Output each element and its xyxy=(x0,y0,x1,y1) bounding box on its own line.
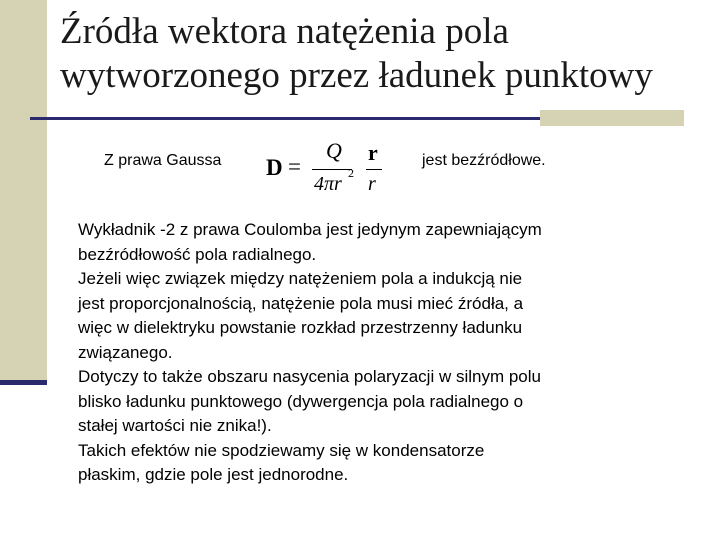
body-line: stałej wartości nie znika!). xyxy=(78,416,272,435)
body-line: płaskim, gdzie pole jest jednorodne. xyxy=(78,465,349,484)
gauss-law-label: Z prawa Gaussa xyxy=(104,152,222,169)
body-line: Dotyczy to także obszaru nasycenia polaryzacji w silnym polu xyxy=(78,367,541,386)
slide-title-line-1: Źródła wektora natężenia pola xyxy=(60,11,509,52)
formula-exponent: 2 xyxy=(348,166,354,180)
body-line: bezźródłowość pola radialnego. xyxy=(78,244,317,264)
gauss-formula xyxy=(266,138,396,198)
formula-vector-r: r xyxy=(368,140,378,165)
left-bar-stripe xyxy=(0,380,47,385)
body-line: jest proporcjonalnością, natężenie pola musi mieć źródła, a xyxy=(78,293,524,313)
body-line: Wykładnik -2 z prawa Coulomba jest jedynym zapewniającym xyxy=(78,220,542,239)
body-line: Takich efektów nie spodziewamy się w kondensatorze xyxy=(78,440,485,460)
formula-scalar-r: r xyxy=(368,173,376,195)
left-decorative-bar xyxy=(0,0,47,380)
slide-title xyxy=(60,10,710,98)
source-free-label: jest bezźródłowe. xyxy=(422,152,546,169)
slide-title-line-2: wytworzonego przez ładunek punktowy xyxy=(60,55,653,96)
body-paragraph xyxy=(78,218,698,488)
formula-fraction-bar-2 xyxy=(366,169,382,170)
body-line: związanego. xyxy=(78,342,173,362)
formula-denominator: 4πr xyxy=(314,173,342,195)
formula-fraction-bar-1 xyxy=(312,169,352,170)
body-line: blisko ładunku punktowego (dywergencja pola radialnego o xyxy=(78,391,524,411)
formula-lhs: D xyxy=(266,155,283,180)
formula-equals: = xyxy=(288,154,301,179)
formula-numerator: Q xyxy=(326,138,342,163)
body-line: Jeżeli więc związek między natężeniem pola a indukcją nie xyxy=(78,269,523,288)
divider-accent-block xyxy=(540,110,684,126)
title-divider xyxy=(30,117,540,120)
body-line: więc w dielektryku powstanie rozkład przestrzenny ładunku xyxy=(78,318,523,337)
